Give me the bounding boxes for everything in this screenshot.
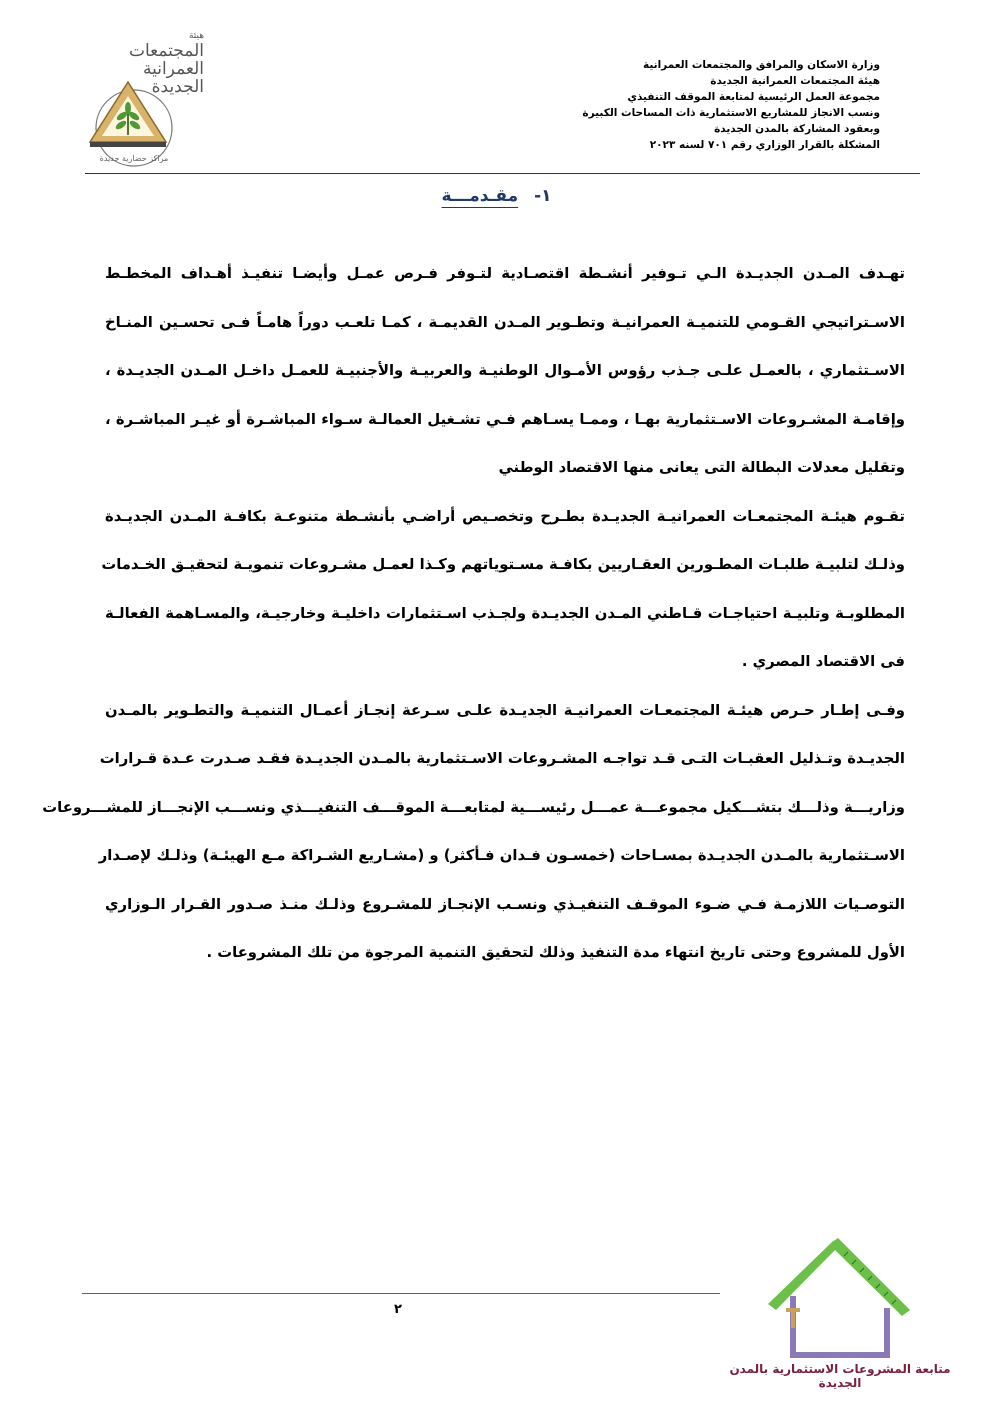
header-line: هيئة المجتمعات العمرانية الجديدة <box>710 75 880 87</box>
footer-logo <box>760 1238 920 1360</box>
section-heading <box>0 186 993 206</box>
body-line: وتقليل معدلات البطالة التى يعانى منها الاقتصاد الوطني <box>498 459 905 476</box>
body-line: الأول للمشروع وحتى تاريخ انتهاء مدة التنفيذ وذلك لتحقيق التنمية المرجوة من تلك المشروعات . <box>206 944 905 961</box>
page-number: ٢ <box>394 1302 402 1317</box>
header-line: وزارة الاسكان والمرافق والمجتمعات العمرانية <box>642 59 880 71</box>
body-line: وذلـك لتلبيـة طلبـات المطـورين العقـاريين بكافـة مسـتوياتهم وكـذا لعمـل مشـروعات تنمويـة لتحقيـق الخـدمات <box>101 556 905 573</box>
body-line: وفـى إطـار حـرص هيئـة المجتمعـات العمرانيـة الجديـدة علـى سـرعة إنجـاز أعمـال التنميـة والتطـوير بالمـدن <box>105 701 905 719</box>
header-line: المشكلة بالقرار الوزاري رقم ٧٠١ لسنه ٢٠٢٣ <box>649 139 880 151</box>
body-line: الجديـدة وتـذليل العقبـات التـى قـد تواجـه المشـروعات الاسـتثمارية بالمـدن الجديـدة فقـد صـدرت عـدة قـرارات <box>99 750 905 767</box>
section-title: مقـدمـــة <box>441 186 519 206</box>
body-line: التوصـيات اللازمـة فـي ضـوء الموقـف التنفيـذي ونسـب الإنجـاز للمشـروع وذلـك منـذ صـدور القـرار الـوزاري <box>105 895 905 913</box>
header-divider <box>85 173 920 174</box>
logo-text-line: العمرانية <box>142 59 204 79</box>
body-line: المطلوبـة وتلبيـة احتياجـات قـاطني المـدن الجديـدة ولجـذب اسـتثمارات داخليـة وخارجيـة، والمسـاهمة الفعالـة <box>105 604 905 622</box>
body-line: وزاريـــة وذلـــك بتشـــكيل مجموعـــة عمـــل رئيســـية لمتابعـــة الموقـــف التنفيـــذي ونســـب الإنجـــاز للمشـــروعات <box>42 798 905 816</box>
footer-divider <box>82 1293 720 1294</box>
header-line: وبعقود المشاركة بالمدن الجديدة <box>714 123 880 135</box>
authority-logo <box>82 30 208 170</box>
logo-text-line: الجديدة <box>151 77 204 97</box>
logo-circle-text: مراكز حضارية جديدة <box>99 154 169 163</box>
logo-text-line: المجتمعات <box>128 41 204 61</box>
section-number: ١- <box>534 186 552 206</box>
body-line: وإقامـة المشـروعات الاسـتثمارية بهـا ، وممـا يسـاهم فـي تشـغيل العمالـة سـواء المباشـرة أو غيـر المباشـرة ، <box>105 410 905 428</box>
header-line: ونسب الانجاز للمشاريع الاستثمارية ذات المساحات الكبيرة <box>582 107 880 119</box>
body-line: الاسـتثمارية بالمـدن الجديـدة بمسـاحات (خمسـون فـدان فـأكثر) و (مشـاريع الشـراكة مـع الهيئـة) وذلـك لإصـدار <box>98 847 905 864</box>
body-line: تقـوم هيئـة المجتمعـات العمرانيـة الجديـدة بطـرح وتخصـيص أراضـي بأنشـطة متنوعـة بكافـة المـدن الجديـدة <box>105 507 905 525</box>
footer-caption: متابعة المشروعات الاستثمارية بالمدن الجديدة <box>729 1362 951 1390</box>
body-line: الاسـتراتيجي القـومي للتنميـة العمرانيـة وتطـوير المـدن القديمـة ، كمـا تلعـب دوراً هامـاً فـى تحسـين المنـاخ <box>105 313 905 331</box>
header-line: مجموعة العمل الرئيسية لمتابعة الموقف التنفيذي <box>627 91 880 103</box>
body-line: الاسـتثماري ، بالعمـل علـى جـذب رؤوس الأمـوال الوطنيـة والعربيـة والأجنبيـة للعمـل داخـل المـدن الجديـدة ، <box>105 362 905 379</box>
body-text <box>42 250 905 978</box>
logo-text-line: هيئة <box>188 31 204 41</box>
body-line: تهـدف المـدن الجديـدة الـي تـوفير أنشـطة اقتصـادية لتـوفر فـرص عمـل وأيضـا تنفيـذ أهـداف المخطـط <box>105 265 905 282</box>
body-line: فى الاقتصاد المصري . <box>741 653 905 670</box>
header-block <box>520 57 880 153</box>
authority-logo-text <box>104 30 204 96</box>
house-ruler-icon <box>760 1238 920 1360</box>
